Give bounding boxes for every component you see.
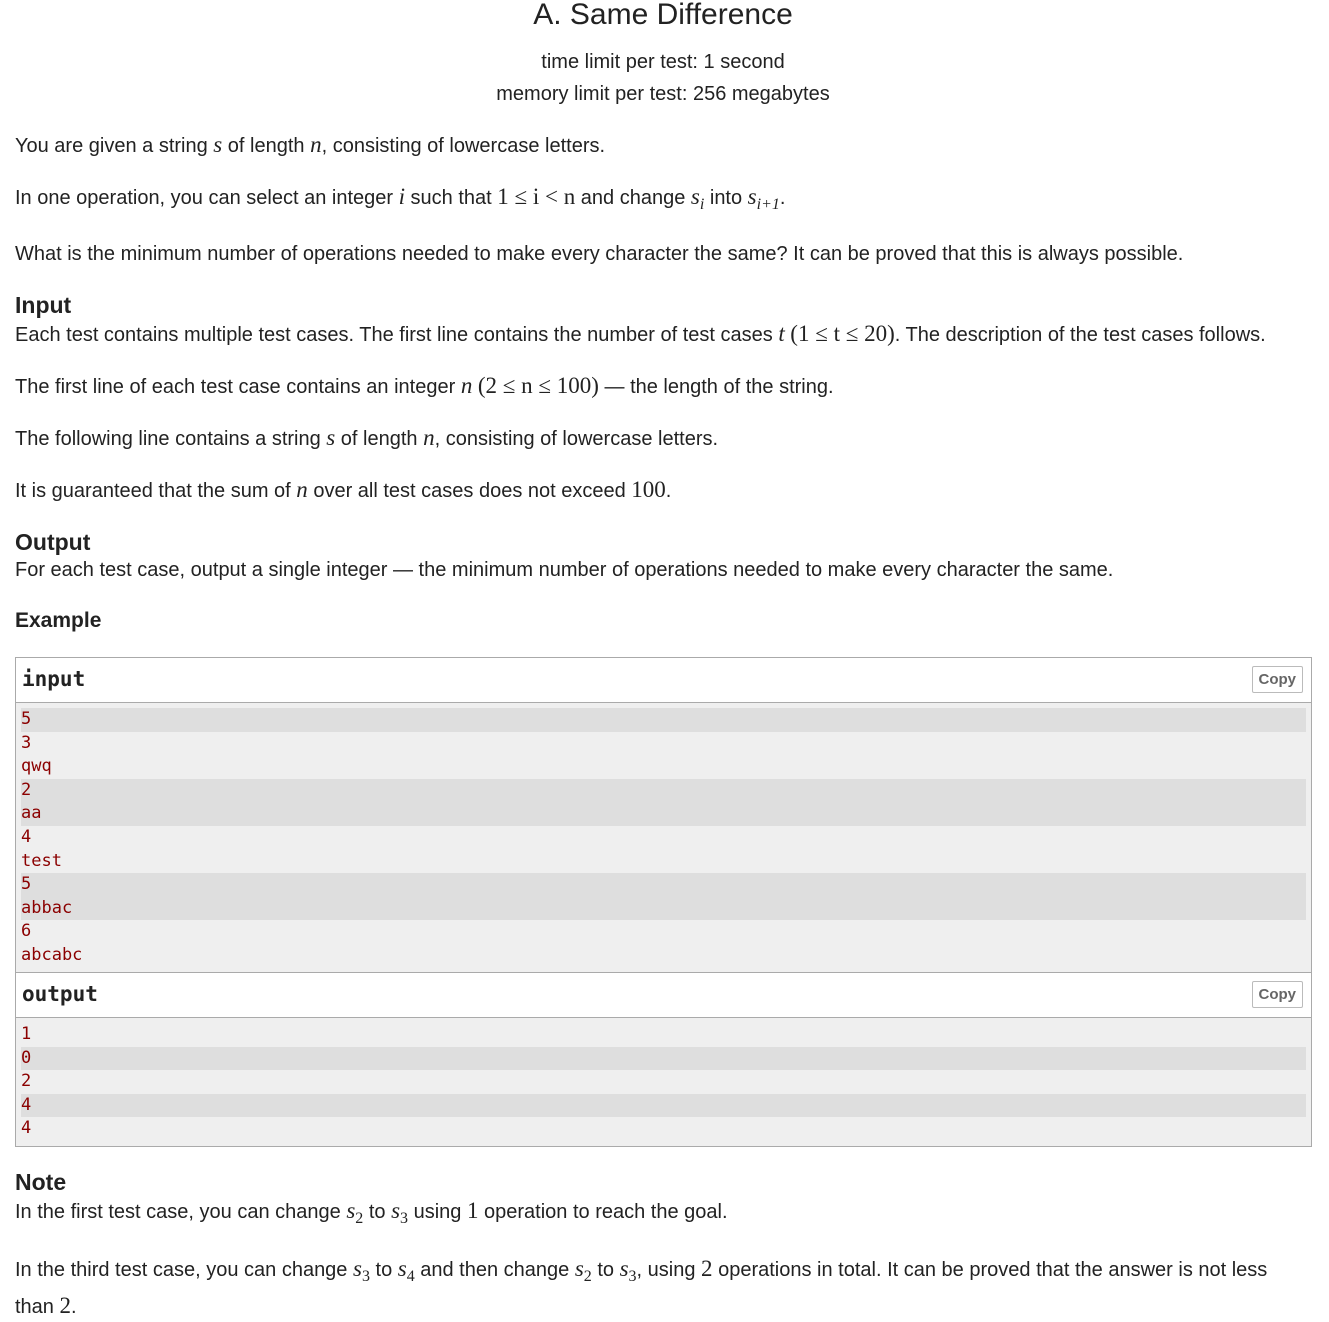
sample-output-label: output xyxy=(22,982,98,1006)
input-line: 3 xyxy=(21,732,1306,756)
problem-statement xyxy=(15,0,1311,635)
note-section xyxy=(15,1168,1311,1322)
input-heading: Input xyxy=(15,292,72,318)
input-line: 4 xyxy=(21,826,1306,850)
input-paragraph-4: It is guaranteed that the sum of n over all test cases does not exceed 100. xyxy=(15,477,672,502)
output-line: 0 xyxy=(21,1047,1306,1071)
input-line: qwq xyxy=(21,755,1306,779)
input-line: abcabc xyxy=(21,944,1306,968)
problem-title: A. Same Difference xyxy=(533,0,793,31)
input-line: aa xyxy=(21,802,1306,826)
output-line: 4 xyxy=(21,1117,1306,1141)
input-line: abbac xyxy=(21,897,1306,921)
output-heading: Output xyxy=(15,529,91,555)
input-paragraph-3: The following line contains a string s of length n, consisting of lowercase letters. xyxy=(15,425,719,450)
statement-paragraph-1: You are given a string s of length n, consisting of lowercase letters. xyxy=(15,132,606,157)
input-paragraph-2: The first line of each test case contains an integer n (2 ≤ n ≤ 100) — the length of the string. xyxy=(15,373,834,398)
input-paragraph-1: Each test contains multiple test cases. The first line contains the number of test cases t (1 ≤ t ≤ 20). The description of the test cases follows. xyxy=(15,321,1266,346)
output-line: 2 xyxy=(21,1070,1306,1094)
note-heading: Note xyxy=(15,1169,67,1195)
statement-paragraph-2: In one operation, you can select an integer i such that 1 ≤ i < n and change $s_i$ into $s_{i+1}$. xyxy=(15,184,786,213)
input-line: 2 xyxy=(21,779,1306,803)
sample-output-lines xyxy=(16,1018,1311,1146)
memory-limit: memory limit per test: 256 megabytes xyxy=(496,83,830,105)
note-paragraph-2: In the third test case, you can change $s_3$ to $s_4$ and then change $s_2$ to $s_3$, using 2 operations in total. It can be proved that the answer is not less than 2. xyxy=(15,1256,1268,1318)
sample-input-lines xyxy=(16,703,1311,973)
sample-output-box xyxy=(15,972,1312,1147)
sample-input-label: input xyxy=(22,667,86,691)
output-line: 4 xyxy=(21,1094,1306,1118)
time-limit: time limit per test: 1 second xyxy=(541,51,785,73)
note-paragraph-1: In the first test case, you can change $s_2$ to $s_3$ using 1 operation to reach the goal. xyxy=(15,1198,728,1227)
sample-output-header xyxy=(16,973,1311,1018)
sample-input-header xyxy=(16,658,1311,703)
copy-input-button[interactable]: Copy xyxy=(1252,666,1304,693)
copy-output-button[interactable]: Copy xyxy=(1252,981,1304,1008)
example-heading: Example xyxy=(15,609,102,632)
input-line: 5 xyxy=(21,708,1306,732)
input-line: test xyxy=(21,850,1306,874)
sample-input-box xyxy=(15,657,1312,974)
output-line: 1 xyxy=(21,1023,1306,1047)
output-paragraph-1: For each test case, output a single integer — the minimum number of operations needed to make every character the same. xyxy=(15,559,1114,581)
input-line: 6 xyxy=(21,920,1306,944)
statement-paragraph-3: What is the minimum number of operations needed to make every character the same? It can be proved that this is always possible. xyxy=(15,243,1184,265)
input-line: 5 xyxy=(21,873,1306,897)
